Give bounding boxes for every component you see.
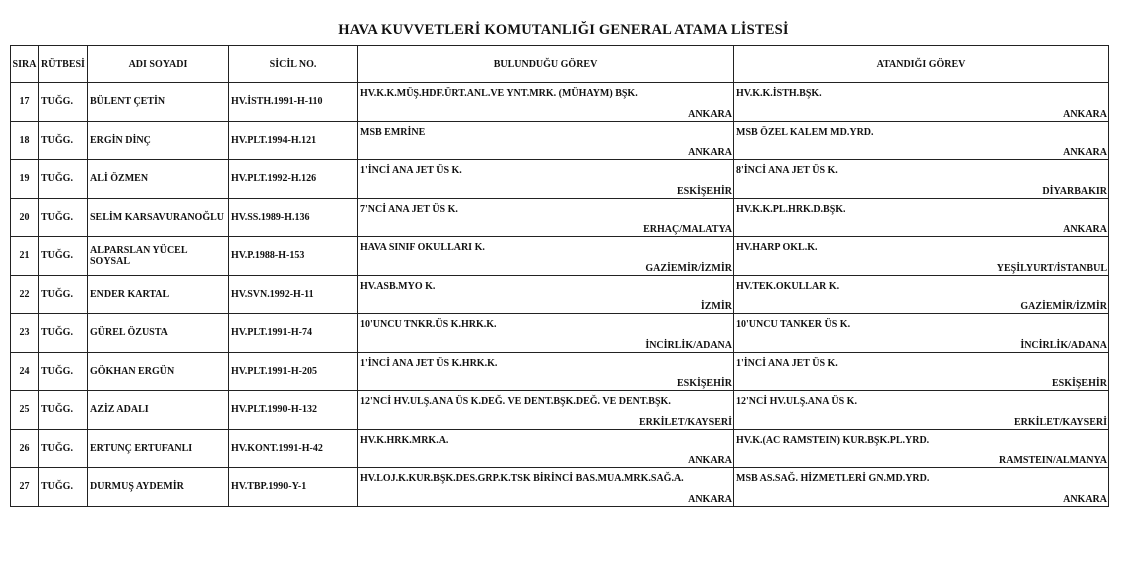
bulundugu-gorev-text: 7'NCİ ANA JET ÜS K.	[360, 203, 458, 215]
cell-rutbe: TUĞG.	[39, 391, 88, 430]
bulundugu-gorev-text: MSB EMRİNE	[360, 126, 426, 138]
atandigi-gorev-location: DİYARBAKIR	[1042, 185, 1107, 197]
bulundugu-gorev-text: 1'İNCİ ANA JET ÜS K.HRK.K.	[360, 357, 498, 369]
cell-sicil-no: HV.SS.1989-H.136	[229, 198, 358, 237]
document-title: HAVA KUVVETLERİ KOMUTANLIĞI GENERAL ATAMA LİSTESİ	[338, 22, 789, 38]
bulundugu-gorev-text: HV.ASB.MYO K.	[360, 280, 436, 292]
cell-bulundugu-gorev	[358, 468, 734, 507]
cell-atandigi-gorev	[734, 160, 1109, 199]
bulundugu-gorev-location: İZMİR	[700, 301, 732, 312]
bulundugu-gorev-location: ERKİLET/KAYSERİ	[639, 416, 732, 428]
cell-sicil-no: HV.İSTH.1991-H-110	[229, 83, 358, 122]
cell-rutbe: TUĞG.	[39, 83, 88, 122]
cell-atandigi-gorev	[734, 314, 1109, 353]
table-header-row	[11, 46, 1109, 83]
bulundugu-gorev-location: ESKİŞEHİR	[676, 378, 732, 389]
header-bulundugu-gorev: BULUNDUĞU GÖREV	[358, 46, 734, 83]
atandigi-gorev-location: ESKİŞEHİR	[1051, 378, 1107, 389]
bulundugu-gorev-location: ANKARA	[688, 108, 732, 120]
cell-ad-soyad: ERTUNÇ ERTUFANLI	[88, 429, 229, 468]
cell-sicil-no: HV.P.1988-H-153	[229, 237, 358, 276]
cell-rutbe: TUĞG.	[39, 198, 88, 237]
header-ad-soyad: ADI SOYADI	[88, 46, 229, 83]
table-row	[11, 352, 1109, 391]
cell-rutbe: TUĞG.	[39, 160, 88, 199]
bulundugu-gorev-text: HV.LOJ.K.KUR.BŞK.DES.GRP.K.TSK BİRİNCİ BAS.MUA.MRK.SAĞ.A.	[360, 473, 684, 484]
table-row	[11, 391, 1109, 430]
cell-atandigi-gorev	[734, 121, 1109, 160]
bulundugu-gorev-text: 1'İNCİ ANA JET ÜS K.	[360, 165, 462, 176]
cell-atandigi-gorev	[734, 391, 1109, 430]
bulundugu-gorev-text: HV.K.K.MÜŞ.HDF.ÜRT.ANL.VE YNT.MRK. (MÜHAYM) BŞK.	[360, 88, 638, 99]
cell-sira: 17	[11, 83, 39, 122]
bulundugu-gorev-location: ANKARA	[688, 147, 732, 158]
cell-atandigi-gorev	[734, 352, 1109, 391]
atandigi-gorev-location: ANKARA	[1063, 493, 1107, 505]
cell-rutbe: TUĞG.	[39, 275, 88, 314]
atandigi-gorev-text: HV.TEK.OKULLAR K.	[736, 280, 840, 292]
cell-atandigi-gorev	[734, 198, 1109, 237]
table-row	[11, 275, 1109, 314]
cell-bulundugu-gorev	[358, 160, 734, 199]
cell-atandigi-gorev	[734, 237, 1109, 276]
table-row	[11, 198, 1109, 237]
cell-ad-soyad: GÖKHAN ERGÜN	[88, 352, 229, 391]
header-sicil-no: SİCİL NO.	[229, 46, 358, 83]
cell-atandigi-gorev	[734, 429, 1109, 468]
cell-ad-soyad: ERGİN DİNÇ	[88, 121, 229, 160]
cell-sira: 26	[11, 429, 39, 468]
cell-bulundugu-gorev	[358, 352, 734, 391]
bulundugu-gorev-location: ANKARA	[688, 455, 732, 466]
cell-ad-soyad: ALİ ÖZMEN	[88, 160, 229, 199]
table-row	[11, 121, 1109, 160]
cell-sira: 27	[11, 468, 39, 507]
cell-atandigi-gorev	[734, 468, 1109, 507]
bulundugu-gorev-location: ESKİŞEHİR	[676, 185, 732, 197]
cell-bulundugu-gorev	[358, 83, 734, 122]
cell-rutbe: TUĞG.	[39, 352, 88, 391]
cell-sira: 25	[11, 391, 39, 430]
cell-ad-soyad: AZİZ ADALI	[88, 391, 229, 430]
assignment-table	[10, 45, 1109, 507]
cell-atandigi-gorev	[734, 275, 1109, 314]
cell-sira: 19	[11, 160, 39, 199]
cell-rutbe: TUĞG.	[39, 237, 88, 276]
bulundugu-gorev-location: GAZİEMİR/İZMİR	[645, 262, 732, 274]
table-row	[11, 83, 1109, 122]
table-row	[11, 429, 1109, 468]
atandigi-gorev-location: ANKARA	[1063, 224, 1107, 235]
cell-sira: 20	[11, 198, 39, 237]
header-rutbe: RÜTBESİ	[39, 46, 88, 83]
cell-ad-soyad: ALPARSLAN YÜCEL SOYSAL	[88, 237, 229, 276]
atandigi-gorev-text: HV.K.K.İSTH.BŞK.	[736, 88, 822, 99]
cell-sira: 22	[11, 275, 39, 314]
bulundugu-gorev-location: ERHAÇ/MALATYA	[643, 224, 732, 235]
bulundugu-gorev-location: İNCİRLİK/ADANA	[645, 339, 732, 351]
cell-sira: 24	[11, 352, 39, 391]
atandigi-gorev-text: HV.K.K.PL.HRK.D.BŞK.	[736, 203, 846, 215]
cell-ad-soyad: ENDER KARTAL	[88, 275, 229, 314]
cell-sicil-no: HV.PLT.1990-H-132	[229, 391, 358, 430]
cell-rutbe: TUĞG.	[39, 468, 88, 507]
cell-ad-soyad: GÜREL ÖZUSTA	[88, 314, 229, 353]
bulundugu-gorev-text: 12'NCİ HV.ULŞ.ANA ÜS K.DEĞ. VE DENT.BŞK.DEĞ. VE DENT.BŞK.	[360, 396, 671, 407]
header-atandigi-gorev: ATANDIĞI GÖREV	[734, 46, 1109, 83]
atandigi-gorev-text: HV.K.(AC RAMSTEIN) KUR.BŞK.PL.YRD.	[736, 434, 930, 446]
atandigi-gorev-text: MSB AS.SAĞ. HİZMETLERİ GN.MD.YRD.	[736, 473, 930, 484]
cell-sicil-no: HV.PLT.1994-H.121	[229, 121, 358, 160]
atandigi-gorev-text: MSB ÖZEL KALEM MD.YRD.	[736, 126, 874, 138]
cell-rutbe: TUĞG.	[39, 314, 88, 353]
atandigi-gorev-location: GAZİEMİR/İZMİR	[1020, 301, 1107, 312]
atandigi-gorev-text: 10'UNCU TANKER ÜS K.	[736, 319, 851, 330]
cell-bulundugu-gorev	[358, 121, 734, 160]
table-row	[11, 314, 1109, 353]
header-sira: SIRA	[11, 46, 39, 83]
cell-rutbe: TUĞG.	[39, 121, 88, 160]
cell-sicil-no: HV.PLT.1991-H-205	[229, 352, 358, 391]
bulundugu-gorev-location: ANKARA	[688, 493, 732, 505]
cell-sira: 21	[11, 237, 39, 276]
atandigi-gorev-text: 8'İNCİ ANA JET ÜS K.	[736, 165, 838, 176]
atandigi-gorev-location: İNCİRLİK/ADANA	[1020, 339, 1107, 351]
cell-sicil-no: HV.PLT.1991-H-74	[229, 314, 358, 353]
cell-sicil-no: HV.SVN.1992-H-11	[229, 275, 358, 314]
cell-bulundugu-gorev	[358, 237, 734, 276]
atandigi-gorev-text: 12'NCİ HV.ULŞ.ANA ÜS K.	[736, 396, 857, 407]
cell-sicil-no: HV.TBP.1990-Y-1	[229, 468, 358, 507]
cell-sicil-no: HV.PLT.1992-H.126	[229, 160, 358, 199]
cell-atandigi-gorev	[734, 83, 1109, 122]
cell-bulundugu-gorev	[358, 275, 734, 314]
cell-sira: 18	[11, 121, 39, 160]
table-row	[11, 468, 1109, 507]
table-row	[11, 160, 1109, 199]
cell-sira: 23	[11, 314, 39, 353]
cell-ad-soyad: BÜLENT ÇETİN	[88, 83, 229, 122]
bulundugu-gorev-text: 10'UNCU TNKR.ÜS K.HRK.K.	[360, 319, 497, 330]
cell-bulundugu-gorev	[358, 429, 734, 468]
atandigi-gorev-location: ANKARA	[1063, 108, 1107, 120]
atandigi-gorev-text: HV.HARP OKL.K.	[736, 242, 818, 253]
atandigi-gorev-location: YEŞİLYURT/İSTANBUL	[996, 262, 1107, 274]
cell-sicil-no: HV.KONT.1991-H-42	[229, 429, 358, 468]
bulundugu-gorev-text: HV.K.HRK.MRK.A.	[360, 434, 449, 446]
atandigi-gorev-location: ANKARA	[1063, 147, 1107, 158]
table-row	[11, 237, 1109, 276]
atandigi-gorev-location: ERKİLET/KAYSERİ	[1014, 416, 1107, 428]
cell-bulundugu-gorev	[358, 314, 734, 353]
bulundugu-gorev-text: HAVA SINIF OKULLARI K.	[360, 242, 485, 253]
cell-ad-soyad: DURMUŞ AYDEMİR	[88, 468, 229, 507]
atandigi-gorev-location: RAMSTEIN/ALMANYA	[999, 455, 1107, 466]
cell-bulundugu-gorev	[358, 391, 734, 430]
cell-ad-soyad: SELİM KARSAVURANOĞLU	[88, 198, 229, 237]
cell-rutbe: TUĞG.	[39, 429, 88, 468]
atandigi-gorev-text: 1'İNCİ ANA JET ÜS K.	[736, 357, 838, 369]
cell-bulundugu-gorev	[358, 198, 734, 237]
